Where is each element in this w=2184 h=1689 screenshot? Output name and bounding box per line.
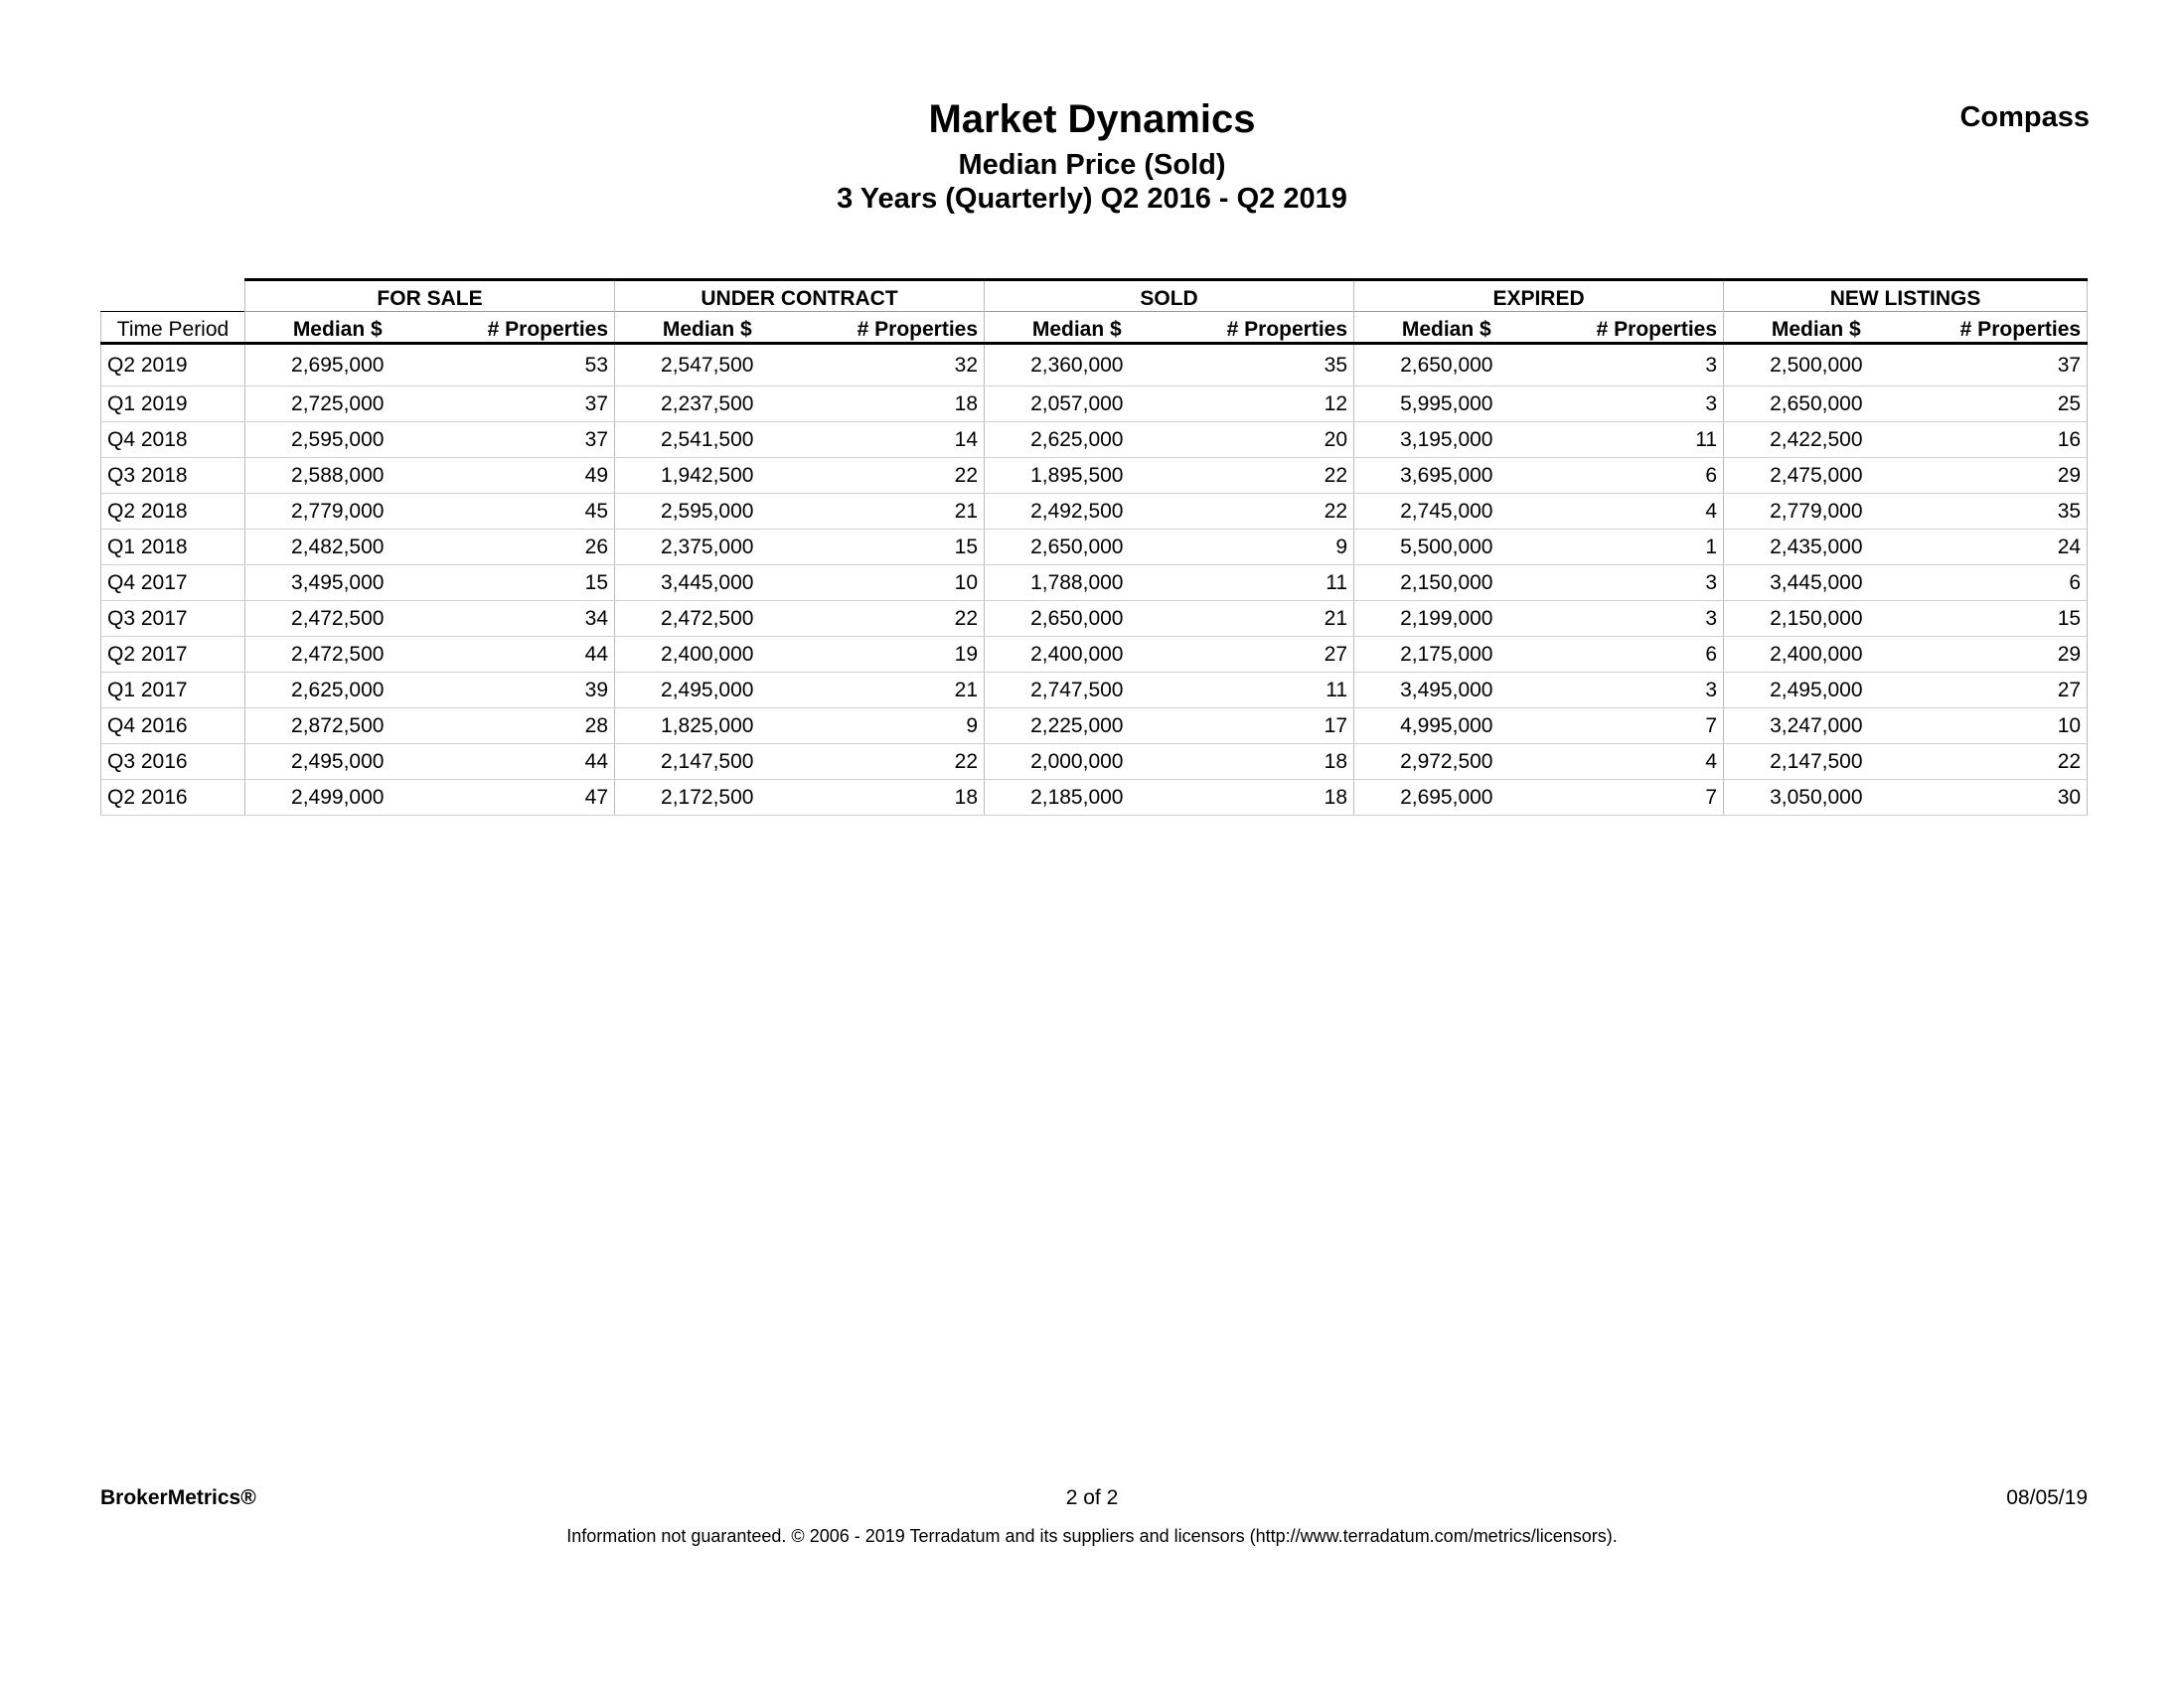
group-header-for-sale: FOR SALE	[245, 280, 615, 312]
property-count-cell: 47	[430, 780, 615, 816]
median-price-cell: 2,360,000	[985, 344, 1170, 386]
median-price-cell: 2,492,500	[985, 494, 1170, 530]
median-price-cell: 2,725,000	[245, 386, 430, 422]
footer-page-number: 2 of 2	[1065, 1486, 1119, 1509]
median-price-cell: 2,695,000	[245, 344, 430, 386]
table-row	[101, 530, 2088, 565]
properties-header: # Properties	[800, 312, 985, 344]
property-count-cell: 22	[800, 458, 985, 494]
property-count-cell: 7	[1539, 708, 1724, 744]
footer-disclaimer: Information not guaranteed. © 2006 - 2019 Terradatum and its suppliers and licensors (http://www.terradatum.com/metrics/licensors).	[566, 1526, 1618, 1546]
property-count-cell: 6	[1539, 637, 1724, 673]
median-price-cell: 2,650,000	[1354, 344, 1539, 386]
property-count-cell: 22	[800, 601, 985, 637]
time-period-cell: Q3 2018	[101, 458, 245, 494]
report-subtitle: Median Price (Sold)	[958, 149, 1226, 181]
property-count-cell: 24	[1909, 530, 2088, 565]
property-count-cell: 9	[1170, 530, 1354, 565]
table-row	[101, 386, 2088, 422]
column-header-row	[101, 312, 2088, 344]
property-count-cell: 22	[800, 744, 985, 780]
property-count-cell: 28	[430, 708, 615, 744]
property-count-cell: 4	[1539, 744, 1724, 780]
median-price-cell: 5,995,000	[1354, 386, 1539, 422]
median-price-cell: 1,788,000	[985, 565, 1170, 601]
property-count-cell: 17	[1170, 708, 1354, 744]
property-count-cell: 14	[800, 422, 985, 458]
property-count-cell: 3	[1539, 565, 1724, 601]
table-row	[101, 458, 2088, 494]
property-count-cell: 3	[1539, 386, 1724, 422]
median-price-cell: 3,195,000	[1354, 422, 1539, 458]
median-price-cell: 2,185,000	[985, 780, 1170, 816]
property-count-cell: 1	[1539, 530, 1724, 565]
median-price-cell: 1,825,000	[615, 708, 800, 744]
property-count-cell: 26	[430, 530, 615, 565]
median-price-cell: 2,625,000	[245, 673, 430, 708]
median-price-cell: 2,375,000	[615, 530, 800, 565]
property-count-cell: 3	[1539, 344, 1724, 386]
median-header: Median $	[1724, 312, 1909, 344]
median-price-cell: 2,225,000	[985, 708, 1170, 744]
time-period-cell: Q2 2018	[101, 494, 245, 530]
median-header: Median $	[1354, 312, 1539, 344]
median-price-cell: 2,147,500	[615, 744, 800, 780]
median-price-cell: 2,541,500	[615, 422, 800, 458]
property-count-cell: 34	[430, 601, 615, 637]
median-price-cell: 5,500,000	[1354, 530, 1539, 565]
table-body	[101, 344, 2088, 816]
property-count-cell: 35	[1170, 344, 1354, 386]
property-count-cell: 18	[1170, 744, 1354, 780]
property-count-cell: 19	[800, 637, 985, 673]
median-price-cell: 3,445,000	[1724, 565, 1909, 601]
time-period-cell: Q4 2017	[101, 565, 245, 601]
property-count-cell: 39	[430, 673, 615, 708]
properties-header: # Properties	[430, 312, 615, 344]
property-count-cell: 15	[800, 530, 985, 565]
median-price-cell: 2,495,000	[1724, 673, 1909, 708]
median-price-cell: 2,435,000	[1724, 530, 1909, 565]
median-price-cell: 2,472,500	[245, 601, 430, 637]
property-count-cell: 3	[1539, 673, 1724, 708]
time-period-header: Time Period	[101, 312, 245, 344]
property-count-cell: 37	[1909, 344, 2088, 386]
property-count-cell: 7	[1539, 780, 1724, 816]
property-count-cell: 22	[1170, 458, 1354, 494]
median-price-cell: 2,422,500	[1724, 422, 1909, 458]
median-price-cell: 2,175,000	[1354, 637, 1539, 673]
property-count-cell: 32	[800, 344, 985, 386]
property-count-cell: 21	[800, 494, 985, 530]
median-price-cell: 2,872,500	[245, 708, 430, 744]
median-price-cell: 2,400,000	[985, 637, 1170, 673]
property-count-cell: 20	[1170, 422, 1354, 458]
median-price-cell: 2,172,500	[615, 780, 800, 816]
median-price-cell: 2,745,000	[1354, 494, 1539, 530]
property-count-cell: 18	[1170, 780, 1354, 816]
table-row	[101, 673, 2088, 708]
property-count-cell: 35	[1909, 494, 2088, 530]
blank-header-cell	[101, 280, 245, 312]
median-price-cell: 2,779,000	[1724, 494, 1909, 530]
market-dynamics-table	[100, 278, 2088, 816]
median-price-cell: 2,150,000	[1354, 565, 1539, 601]
median-price-cell: 2,747,500	[985, 673, 1170, 708]
median-price-cell: 2,150,000	[1724, 601, 1909, 637]
table-row	[101, 565, 2088, 601]
brand-name: Compass	[1959, 101, 2090, 133]
median-price-cell: 2,972,500	[1354, 744, 1539, 780]
property-count-cell: 27	[1170, 637, 1354, 673]
time-period-cell: Q4 2018	[101, 422, 245, 458]
time-period-cell: Q3 2016	[101, 744, 245, 780]
median-price-cell: 2,595,000	[245, 422, 430, 458]
group-header-under-contract: UNDER CONTRACT	[615, 280, 985, 312]
median-price-cell: 3,050,000	[1724, 780, 1909, 816]
median-price-cell: 2,625,000	[985, 422, 1170, 458]
median-price-cell: 2,147,500	[1724, 744, 1909, 780]
property-count-cell: 11	[1170, 565, 1354, 601]
property-count-cell: 11	[1170, 673, 1354, 708]
property-count-cell: 29	[1909, 458, 2088, 494]
median-price-cell: 2,475,000	[1724, 458, 1909, 494]
time-period-cell: Q1 2017	[101, 673, 245, 708]
table-row	[101, 780, 2088, 816]
properties-header: # Properties	[1170, 312, 1354, 344]
footer-date: 08/05/19	[2006, 1486, 2088, 1509]
property-count-cell: 21	[1170, 601, 1354, 637]
median-price-cell: 3,445,000	[615, 565, 800, 601]
property-count-cell: 44	[430, 637, 615, 673]
median-price-cell: 3,247,000	[1724, 708, 1909, 744]
median-price-cell: 2,650,000	[985, 530, 1170, 565]
median-price-cell: 2,588,000	[245, 458, 430, 494]
median-price-cell: 2,472,500	[245, 637, 430, 673]
median-price-cell: 2,199,000	[1354, 601, 1539, 637]
median-price-cell: 2,000,000	[985, 744, 1170, 780]
median-price-cell: 1,942,500	[615, 458, 800, 494]
property-count-cell: 18	[800, 386, 985, 422]
median-price-cell: 2,472,500	[615, 601, 800, 637]
property-count-cell: 53	[430, 344, 615, 386]
median-price-cell: 2,495,000	[615, 673, 800, 708]
property-count-cell: 4	[1539, 494, 1724, 530]
property-count-cell: 21	[800, 673, 985, 708]
median-price-cell: 2,400,000	[1724, 637, 1909, 673]
table-row	[101, 344, 2088, 386]
properties-header: # Properties	[1539, 312, 1724, 344]
median-price-cell: 2,779,000	[245, 494, 430, 530]
property-count-cell: 3	[1539, 601, 1724, 637]
time-period-cell: Q4 2016	[101, 708, 245, 744]
property-count-cell: 6	[1539, 458, 1724, 494]
median-price-cell: 2,595,000	[615, 494, 800, 530]
property-count-cell: 37	[430, 386, 615, 422]
property-count-cell: 44	[430, 744, 615, 780]
report-period-range: 3 Years (Quarterly) Q2 2016 - Q2 2019	[837, 183, 1347, 215]
properties-header: # Properties	[1909, 312, 2088, 344]
median-header: Median $	[615, 312, 800, 344]
median-price-cell: 2,499,000	[245, 780, 430, 816]
median-price-cell: 2,695,000	[1354, 780, 1539, 816]
table-row	[101, 637, 2088, 673]
property-count-cell: 15	[430, 565, 615, 601]
median-price-cell: 2,650,000	[1724, 386, 1909, 422]
property-count-cell: 9	[800, 708, 985, 744]
property-count-cell: 29	[1909, 637, 2088, 673]
median-price-cell: 3,695,000	[1354, 458, 1539, 494]
time-period-cell: Q3 2017	[101, 601, 245, 637]
median-price-cell: 2,400,000	[615, 637, 800, 673]
table-row	[101, 744, 2088, 780]
median-price-cell: 3,495,000	[245, 565, 430, 601]
median-price-cell: 4,995,000	[1354, 708, 1539, 744]
time-period-cell: Q1 2018	[101, 530, 245, 565]
property-count-cell: 6	[1909, 565, 2088, 601]
median-price-cell: 2,057,000	[985, 386, 1170, 422]
median-price-cell: 2,237,500	[615, 386, 800, 422]
property-count-cell: 25	[1909, 386, 2088, 422]
time-period-cell: Q2 2017	[101, 637, 245, 673]
property-count-cell: 45	[430, 494, 615, 530]
median-price-cell: 2,500,000	[1724, 344, 1909, 386]
property-count-cell: 37	[430, 422, 615, 458]
median-header: Median $	[245, 312, 430, 344]
table-row	[101, 422, 2088, 458]
median-price-cell: 2,650,000	[985, 601, 1170, 637]
group-header-row	[101, 280, 2088, 312]
group-header-new-listings: NEW LISTINGS	[1724, 280, 2088, 312]
property-count-cell: 12	[1170, 386, 1354, 422]
property-count-cell: 15	[1909, 601, 2088, 637]
group-header-sold: SOLD	[985, 280, 1354, 312]
property-count-cell: 49	[430, 458, 615, 494]
time-period-cell: Q1 2019	[101, 386, 245, 422]
median-price-cell: 3,495,000	[1354, 673, 1539, 708]
property-count-cell: 22	[1170, 494, 1354, 530]
table-row	[101, 708, 2088, 744]
footer-brokermetrics: BrokerMetrics®	[100, 1486, 256, 1509]
table-row	[101, 601, 2088, 637]
median-price-cell: 2,482,500	[245, 530, 430, 565]
median-header: Median $	[985, 312, 1170, 344]
median-price-cell: 2,495,000	[245, 744, 430, 780]
median-price-cell: 2,547,500	[615, 344, 800, 386]
median-price-cell: 1,895,500	[985, 458, 1170, 494]
property-count-cell: 22	[1909, 744, 2088, 780]
property-count-cell: 18	[800, 780, 985, 816]
table-row	[101, 494, 2088, 530]
property-count-cell: 30	[1909, 780, 2088, 816]
property-count-cell: 10	[1909, 708, 2088, 744]
property-count-cell: 11	[1539, 422, 1724, 458]
report-title: Market Dynamics	[928, 97, 1256, 141]
property-count-cell: 10	[800, 565, 985, 601]
property-count-cell: 27	[1909, 673, 2088, 708]
group-header-expired: EXPIRED	[1354, 280, 1724, 312]
time-period-cell: Q2 2019	[101, 344, 245, 386]
property-count-cell: 16	[1909, 422, 2088, 458]
time-period-cell: Q2 2016	[101, 780, 245, 816]
